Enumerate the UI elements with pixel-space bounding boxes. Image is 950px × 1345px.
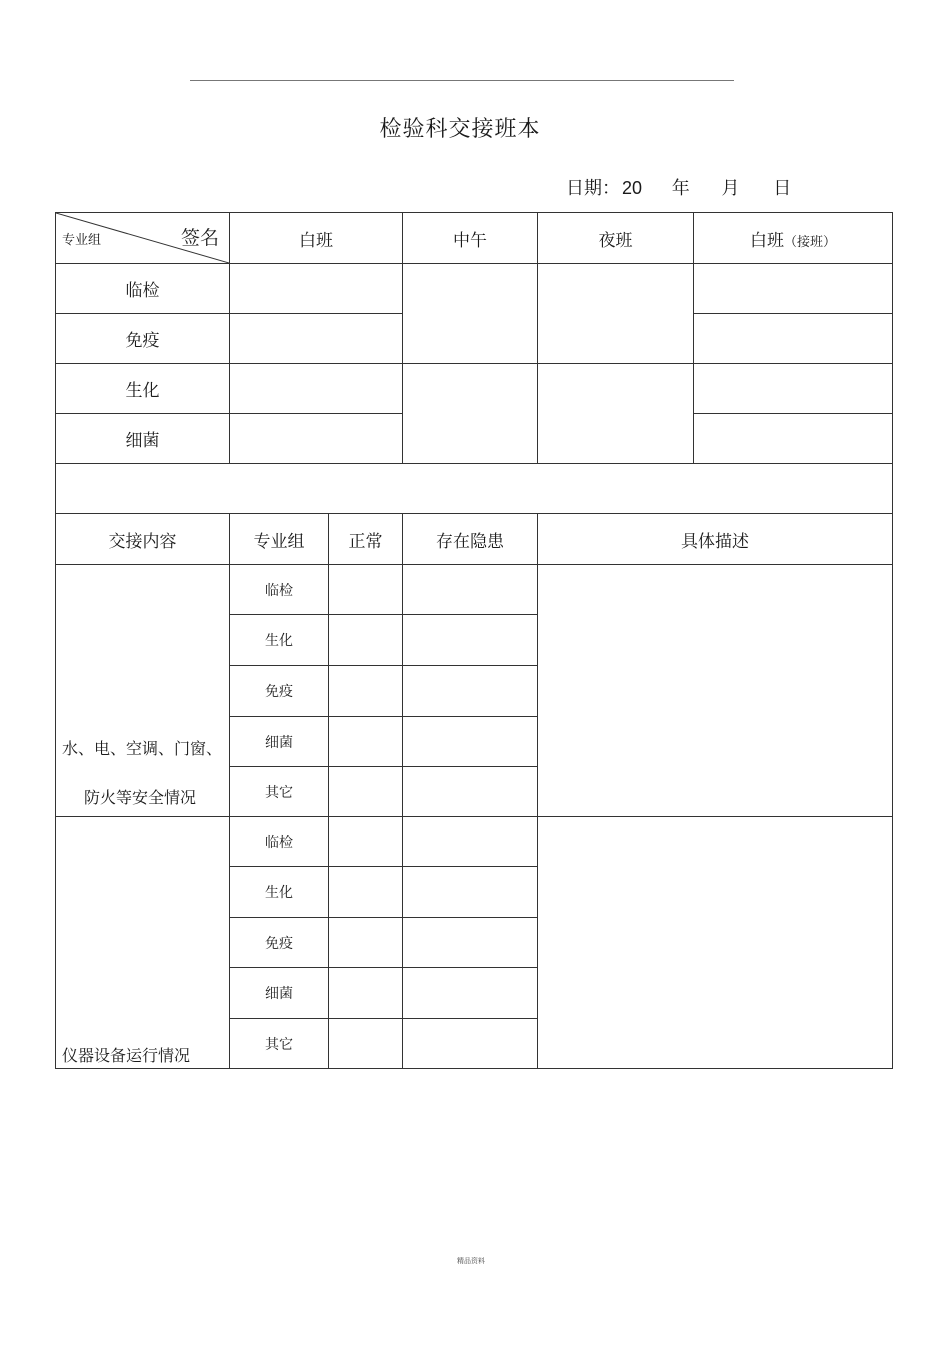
signature-cell[interactable] [694, 314, 893, 364]
safety-group-label: 生化 [230, 615, 329, 666]
safety-description-cell[interactable] [538, 565, 893, 817]
date-line [566, 174, 791, 200]
normal-cell[interactable] [329, 666, 403, 717]
hazard-cell[interactable] [403, 918, 538, 968]
safety-group-label: 其它 [230, 767, 329, 817]
col-handover-content: 交接内容 [56, 514, 230, 565]
blank-row [56, 464, 893, 514]
signature-cell[interactable] [694, 414, 893, 464]
col-day-shift-handover [694, 213, 893, 264]
normal-cell[interactable] [329, 817, 403, 867]
safety-label-line2: 防火等安全情况 [84, 788, 197, 807]
signature-cell[interactable] [403, 364, 538, 464]
date-month: 月 [721, 178, 740, 199]
hazard-cell[interactable] [403, 817, 538, 867]
date-year: 年 [671, 178, 690, 199]
safety-group-label: 免疫 [230, 666, 329, 717]
hazard-cell[interactable] [403, 717, 538, 767]
hazard-cell[interactable] [403, 1019, 538, 1069]
normal-cell[interactable] [329, 968, 403, 1019]
safety-group-label: 临检 [230, 565, 329, 615]
col-handover-note: （接班） [783, 234, 836, 250]
hazard-cell[interactable] [403, 867, 538, 918]
group-label: 专业组 [62, 233, 102, 248]
hazard-cell[interactable] [403, 968, 538, 1019]
signature-cell[interactable] [230, 264, 403, 314]
signature-cell[interactable] [230, 314, 403, 364]
safety-group-label: 细菌 [230, 717, 329, 767]
equipment-group-label: 细菌 [230, 968, 329, 1019]
signature-label: 签名 [180, 227, 219, 249]
equipment-group-label: 临检 [230, 817, 329, 867]
col-group: 专业组 [230, 514, 329, 565]
top-rule [190, 80, 734, 81]
equipment-group-label: 免疫 [230, 918, 329, 968]
signature-cell[interactable] [538, 364, 694, 464]
safety-section-label [56, 565, 230, 817]
header-diagonal-cell [56, 213, 230, 264]
handover-table [55, 212, 893, 1069]
date-label: 日期： [566, 178, 620, 199]
normal-cell[interactable] [329, 1019, 403, 1069]
signature-cell[interactable] [403, 264, 538, 364]
signature-cell[interactable] [538, 264, 694, 364]
col-hazard: 存在隐患 [403, 514, 538, 565]
hazard-cell[interactable] [403, 767, 538, 817]
col-normal: 正常 [329, 514, 403, 565]
signature-cell[interactable] [694, 364, 893, 414]
equipment-group-label: 其它 [230, 1019, 329, 1069]
group-row-label: 临检 [56, 264, 230, 314]
page-title: 检验科交接班本 [379, 117, 541, 142]
col-day-shift-handover-label: 白班 [749, 230, 784, 251]
hazard-cell[interactable] [403, 565, 538, 615]
signature-cell[interactable] [230, 364, 403, 414]
group-row-label: 免疫 [56, 314, 230, 364]
signature-cell[interactable] [694, 264, 893, 314]
normal-cell[interactable] [329, 767, 403, 817]
page-footer: 精品资料 [457, 1257, 485, 1265]
equipment-description-cell[interactable] [538, 817, 893, 1069]
safety-label-line1: 水、电、空调、门窗、 [62, 739, 223, 758]
date-day: 日 [773, 178, 792, 199]
group-row-label: 细菌 [56, 414, 230, 464]
col-noon-shift: 中午 [403, 213, 538, 264]
equipment-label: 仪器设备运行情况 [62, 1046, 191, 1065]
normal-cell[interactable] [329, 615, 403, 666]
col-night-shift: 夜班 [538, 213, 694, 264]
group-row-label: 生化 [56, 364, 230, 414]
equipment-group-label: 生化 [230, 867, 329, 918]
normal-cell[interactable] [329, 717, 403, 767]
normal-cell[interactable] [329, 918, 403, 968]
normal-cell[interactable] [329, 867, 403, 918]
date-year-prefix: 20 [622, 178, 643, 198]
signature-cell[interactable] [230, 414, 403, 464]
normal-cell[interactable] [329, 565, 403, 615]
hazard-cell[interactable] [403, 615, 538, 666]
col-day-shift: 白班 [230, 213, 403, 264]
col-description: 具体描述 [538, 514, 893, 565]
hazard-cell[interactable] [403, 666, 538, 717]
equipment-section-label [56, 817, 230, 1069]
